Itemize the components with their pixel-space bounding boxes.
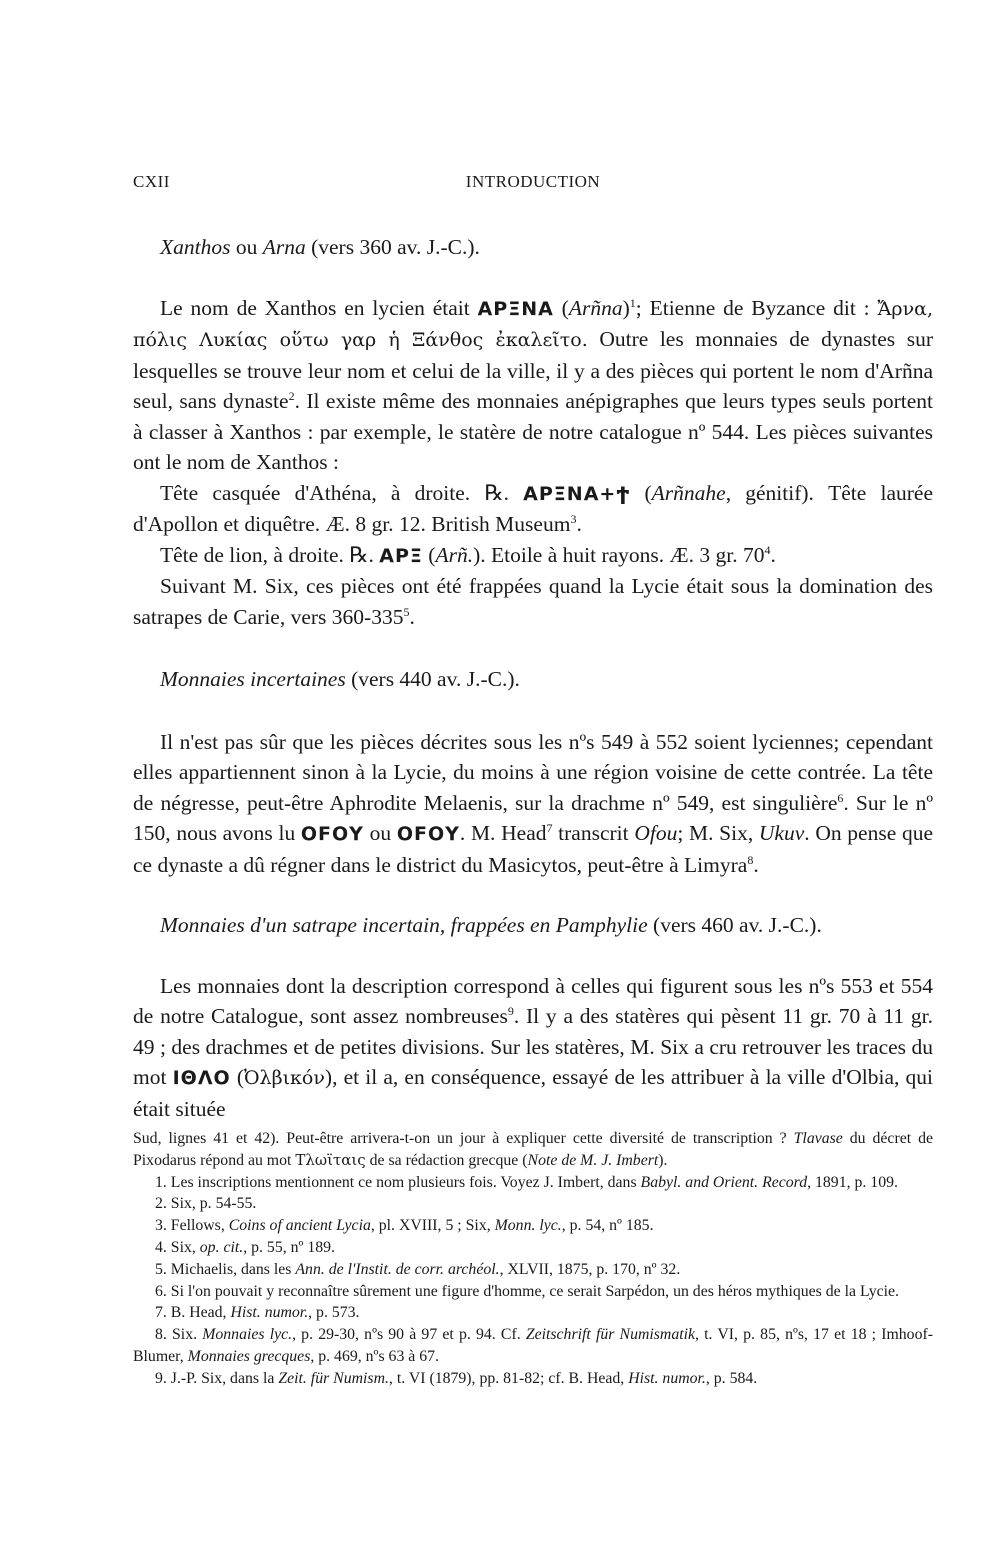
text-run: 8. Six. [155, 1326, 203, 1344]
text-run: . [753, 852, 759, 877]
footnote-ref: 3 [570, 511, 577, 526]
paragraph [133, 971, 933, 1125]
text-run: . [770, 542, 776, 567]
footnote-ref: 5 [403, 604, 410, 619]
paragraph [133, 727, 933, 881]
italic-run: Hist. numor. [230, 1304, 309, 1322]
text-run: ; Etienne de Byzance dit : [635, 295, 878, 320]
text-run: Sud, lignes 41 et 42). Peut-être arrivera-t-on un jour à expliquer cette diversité de transcription ? [133, 1130, 794, 1147]
lycian-legend: ΟFΟΥ [396, 823, 460, 845]
footnote-8 [133, 1324, 933, 1368]
text-run: 2. Six, p. 54-55. [155, 1195, 257, 1213]
text-run: . [409, 604, 415, 629]
running-head [133, 172, 933, 200]
section-title-text: (vers 440 av. J.-C.). [345, 667, 520, 691]
paragraph [133, 478, 933, 540]
lycian-legend: ΑΡΞ [379, 544, 423, 567]
text-run: , t. VI, p. 85, nºs, 17 et 18 ; Imhoof-Blumer, [133, 1326, 933, 1365]
footnote-7 [133, 1302, 933, 1324]
italic-run: Arñnahe [651, 480, 726, 505]
italic-run: Arñ. [435, 542, 474, 567]
text-run: , pl. XVIII, 5 ; Six, [370, 1217, 495, 1235]
text-run: . [576, 512, 582, 536]
text-run: , p. 469, nºs 63 à 67. [310, 1347, 439, 1365]
italic-run: Coins of ancient Lycia [228, 1217, 371, 1235]
text-run: , p. 55, nº 189. [243, 1238, 335, 1256]
section-title-text: ou [230, 235, 263, 259]
italic-run: Monnaies grecques [187, 1347, 311, 1365]
text-run: ( [553, 295, 569, 320]
italic-run: Ofou [634, 821, 678, 845]
paragraph [133, 293, 933, 478]
text-run: 5. Michaelis, dans les [155, 1260, 296, 1278]
text-run: 9. J.-P. Six, dans la [155, 1369, 279, 1387]
text-run: du décret de Pixodarus répond au mot [133, 1130, 933, 1169]
italic-run: Ukuv [758, 821, 805, 845]
text-run: ou [363, 821, 397, 845]
paragraph [133, 540, 933, 572]
footnote-ref: 8 [747, 852, 754, 867]
italic-run: Zeitschrift für Numismatik [525, 1326, 696, 1344]
text-run: Outre les monnaies de dynastes sur lesquelles se trouve leur nom et celui de la ville, il y a des pièces qui portent le nom d'Arñna seul, sans dynaste [133, 327, 933, 413]
section-title-italic: Monnaies incertaines [160, 667, 346, 691]
text-run: Les monnaies dont la description correspond à celles qui figurent sous les nºs 553 et 554 de notre Catalogue, sont assez nombreuses [133, 973, 933, 1028]
italic-run: Monnaies lyc. [202, 1326, 293, 1344]
text-run: ). Etoile à huit rayons. Æ. 3 gr. 70 [473, 542, 765, 567]
text-run: , 1891, p. 109. [807, 1173, 898, 1191]
greek-quote: Ἄρνα, πόλις Λυκίας οὕτω γαρ ἡ Ξάνθος ἐκαλεῖτο. [133, 297, 933, 351]
footnote-ref: 6 [837, 790, 844, 805]
section-title-satrape [133, 910, 933, 941]
footnote-5 [133, 1259, 933, 1281]
paragraph [133, 571, 933, 632]
text-run: 3. Fellows, [155, 1217, 229, 1235]
footnote-1 [133, 1172, 933, 1194]
lycian-legend: ΟϜΟΥ [300, 823, 364, 845]
lycian-legend: ΑΡΞΝΑ [477, 297, 554, 320]
text-run: 4. Six, [155, 1238, 200, 1256]
text-run: . Sur le nº 150, nous avons lu [133, 790, 933, 845]
text-run: ). [658, 1151, 668, 1169]
section-title-italic: Monnaies d'un satrape incertain, frappées en Pamphylie [160, 913, 648, 937]
text-run: , p. 29-30, nºs 90 à 97 et p. 94. Cf. [292, 1326, 526, 1344]
text-run: ( [422, 542, 436, 567]
section-title-italic: Arna [262, 235, 306, 259]
section-title-text: (vers 460 av. J.-C.). [647, 913, 822, 937]
text-run: Il n'est pas sûr que les pièces décrites sous les nºs 549 à 552 soient lyciennes; cependant elles appartiennent sinon à la Lycie, du moins à une région voisine de cette contrée. La tête de négresse, peut-être Aphrodite Melaenis, sur la drachme nº 549, est singulière [133, 729, 933, 815]
text-run: ( [630, 480, 652, 505]
text-run: . Il y a des statères qui pèsent 11 gr. 70 à 11 gr. 49 ; des drachmes et de petites divisions. Sur les statères, M. Six a cru retrouver les traces du mot [133, 1004, 933, 1089]
text-run: 1. Les inscriptions mentionnent ce nom plusieurs fois. Voyez J. Imbert, dans [155, 1173, 641, 1191]
main-text [133, 232, 933, 1124]
italic-run: op. cit. [199, 1238, 244, 1256]
footnotes [133, 1128, 933, 1390]
section-title-italic: Xanthos [160, 235, 231, 259]
text-run: ) [622, 295, 630, 320]
running-title: INTRODUCTION [465, 172, 601, 191]
footnote-9 [133, 1368, 933, 1390]
text-run: 7. B. Head, [155, 1304, 231, 1322]
footnote-ref: 7 [546, 820, 553, 835]
text-run: , t. VI (1879), pp. 81-82; cf. B. Head, [388, 1369, 629, 1387]
lycian-legend: ΙΘΛΟ [172, 1067, 231, 1089]
section-title-incertaines [133, 664, 933, 695]
footnote-continuation [133, 1128, 933, 1172]
text-run: . M. Head [459, 821, 547, 845]
text-run: de sa rédaction grecque ( [365, 1151, 528, 1169]
text-run: , p. 573. [308, 1304, 360, 1322]
italic-run: Babyl. and Orient. Record [640, 1173, 808, 1191]
footnote-3 [133, 1215, 933, 1237]
text-run: ; M. Six, [677, 821, 759, 845]
greek-word: Τλωϊταις [295, 1150, 366, 1169]
text-run: , p. 584. [705, 1369, 758, 1387]
italic-run: Ann. de l'Instit. de corr. archéol. [295, 1260, 500, 1278]
italic-run: Hist. numor. [628, 1369, 706, 1387]
text-run: Suivant M. Six, ces pièces ont été frappées quand la Lycie était sous la domination des satrapes de Carie, vers 360-335 [133, 574, 933, 629]
italic-run: Arñna [568, 295, 623, 320]
text-run: Le nom de Xanthos en lycien était [160, 295, 478, 320]
text-run: ), et il a, en conséquence, essayé de les attribuer à la ville d'Olbia, qui était située [133, 1065, 933, 1121]
footnote-ref: 4 [764, 542, 771, 557]
text-run: Tête de lion, à droite. ℞. [160, 542, 380, 567]
footnote-2 [133, 1193, 933, 1215]
text-run: . On pense que ce dynaste a dû régner dans le district du Masicytos, peut-être à Limyra [133, 821, 933, 877]
greek-word: Ὀλβικόν [243, 1067, 325, 1089]
footnote-ref: 2 [288, 388, 295, 403]
text-run: , génitif). Tête laurée d'Apollon et diquêtre. Æ. 8 gr. 12. British Museum [133, 480, 933, 536]
text-run: 6. Si l'on pouvait y reconnaître sûrement une figure d'homme, ce serait Sarpédon, un des héros mythiques de la Lycie. [155, 1282, 899, 1300]
italic-run: Tlavase [793, 1130, 843, 1147]
footnote-6 [133, 1281, 933, 1303]
text-run: ( [230, 1065, 244, 1089]
italic-run: Monn. lyc. [494, 1217, 562, 1235]
text-run: , p. 54, nº 185. [561, 1217, 654, 1235]
footnote-ref: 1 [629, 295, 636, 310]
text-run: Tête casquée d'Athéna, à droite. ℞. [160, 480, 524, 505]
footnote-ref: 9 [507, 1003, 514, 1018]
footnote-4 [133, 1237, 933, 1259]
lycian-legend: ΑΡΞΝΑ+Ϯ [523, 482, 631, 505]
italic-run: Zeit. für Numism. [278, 1369, 389, 1387]
text-run: transcrit [552, 821, 635, 845]
text-run: , XLVII, 1875, p. 170, nº 32. [499, 1260, 681, 1278]
page-folio: CXII [133, 172, 170, 191]
italic-run: Note de M. J. Imbert [527, 1151, 659, 1169]
section-title-xanthos [133, 232, 933, 263]
section-title-text: (vers 360 av. J.-C.). [305, 235, 480, 259]
text-run: . Il existe même des monnaies anépigraphes que leurs types seuls portent à classer à Xanthos : par exemple, le statère de notre catalogue nº 544. Les pièces suivantes ont le nom de Xanthos : [133, 389, 933, 474]
